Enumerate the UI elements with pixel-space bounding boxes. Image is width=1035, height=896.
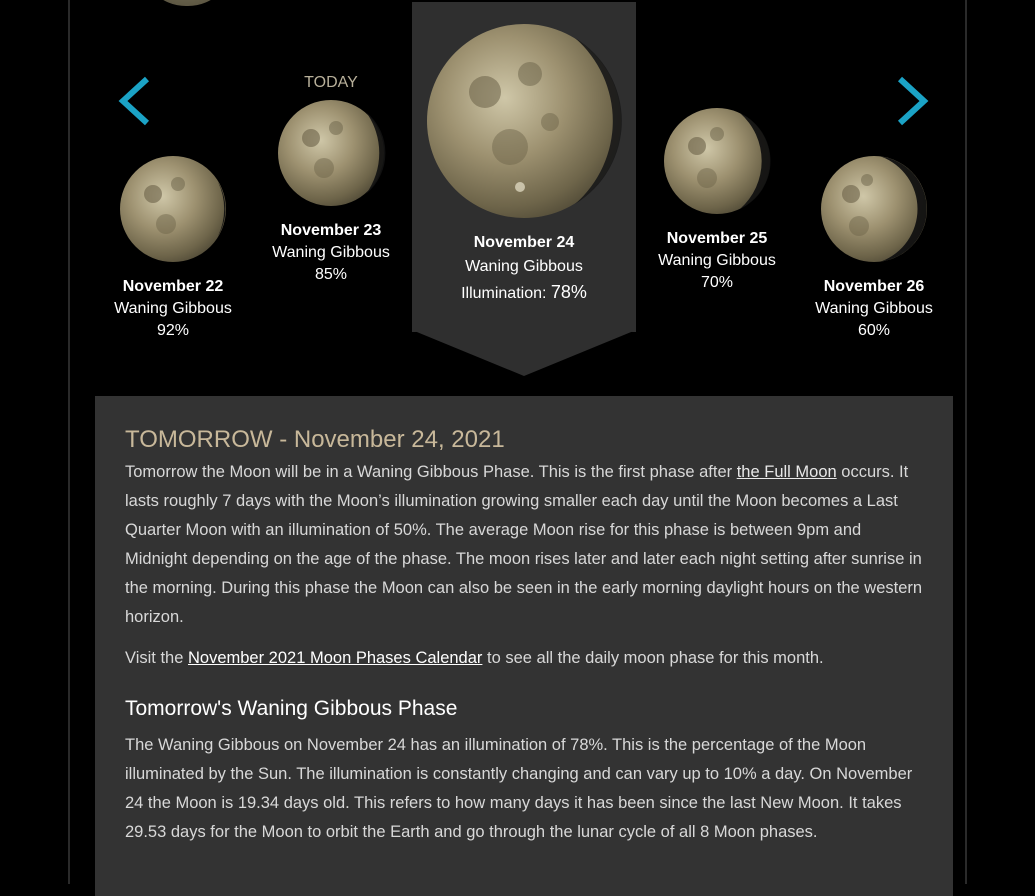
day-date: November 23 xyxy=(280,222,382,239)
calendar-link[interactable]: November 2021 Moon Phases Calendar xyxy=(187,649,483,667)
day-phase: Waning Gibbous xyxy=(272,244,390,261)
day-card-nov-22[interactable] xyxy=(88,154,258,340)
section-heading: Tomorrow's Waning Gibbous Phase xyxy=(125,697,458,720)
today-label: TODAY xyxy=(304,74,358,91)
moon-70-image xyxy=(662,106,772,216)
moon-60-image xyxy=(819,154,929,264)
selected-day-card[interactable] xyxy=(412,22,636,303)
day-illumination: 60% xyxy=(857,322,891,339)
chevron-left-icon xyxy=(117,76,151,126)
day-phase: Waning Gibbous xyxy=(658,252,776,269)
article-title: TOMORROW - November 24, 2021 xyxy=(125,426,505,453)
selected-phase: Waning Gibbous xyxy=(465,258,583,275)
phase-details-paragraph: The Waning Gibbous on November 24 has an illumination of 78%. This is the percentage of the Moon illuminated by the Sun. The illumination is constantly changing and can vary up to 10% a day. On November 24 the Moon is 19.34 days old. This refers to how many days it has been since the last New Moon. It takes 29.53 days for the Moon to orbit the Earth and go through the lunar cycle of all 8 Moon phases. xyxy=(125,736,913,841)
day-illumination: 85% xyxy=(314,266,348,283)
intro-text-before: Tomorrow the Moon will be in a Waning Gibbous Phase. This is the first phase after xyxy=(125,463,737,481)
visit-text-before: Visit the xyxy=(125,649,188,667)
intro-paragraph xyxy=(125,458,923,632)
day-illumination: 70% xyxy=(700,274,734,291)
next-arrow[interactable] xyxy=(896,76,930,126)
day-date: November 22 xyxy=(122,278,224,295)
day-card-nov-25[interactable] xyxy=(632,106,802,292)
day-date: November 26 xyxy=(823,278,925,295)
article-panel xyxy=(95,396,953,896)
moon-85-image xyxy=(276,98,386,208)
intro-text-after: occurs. It lasts roughly 7 days with the Moon’s illumination growing smaller each day until the Moon becomes a Last Quarter Moon with an illumination of 50%. The average Moon rise for this phase is between 9pm and Midnight depending on the age of the phase. The moon rises later and later each night setting after sunrise in the morning. During this phase the Moon can also be seen in the early morning daylight hours on the western horizon. xyxy=(125,463,923,626)
visit-paragraph xyxy=(125,644,923,673)
moon-92-image xyxy=(118,154,228,264)
illumination-label: Illumination: xyxy=(461,285,551,302)
day-illumination: 92% xyxy=(156,322,190,339)
day-card-nov-23[interactable] xyxy=(246,74,416,284)
day-phase: Waning Gibbous xyxy=(815,300,933,317)
selected-illumination xyxy=(412,282,636,303)
prev-arrow[interactable] xyxy=(117,76,151,126)
chevron-right-icon xyxy=(896,76,930,126)
selected-day-pointer xyxy=(412,330,636,376)
selected-date: November 24 xyxy=(473,234,575,251)
illumination-value: 78% xyxy=(550,282,587,302)
day-card-nov-26[interactable] xyxy=(789,154,959,340)
right-frame-border xyxy=(965,0,967,884)
left-frame-border xyxy=(68,0,70,884)
moon-78-image xyxy=(425,22,623,220)
full-moon-link[interactable]: the Full Moon xyxy=(736,463,837,481)
previous-moon-image-peek xyxy=(140,0,234,6)
visit-text-after: to see all the daily moon phase for this month. xyxy=(482,649,824,667)
day-phase: Waning Gibbous xyxy=(114,300,232,317)
day-date: November 25 xyxy=(666,230,768,247)
